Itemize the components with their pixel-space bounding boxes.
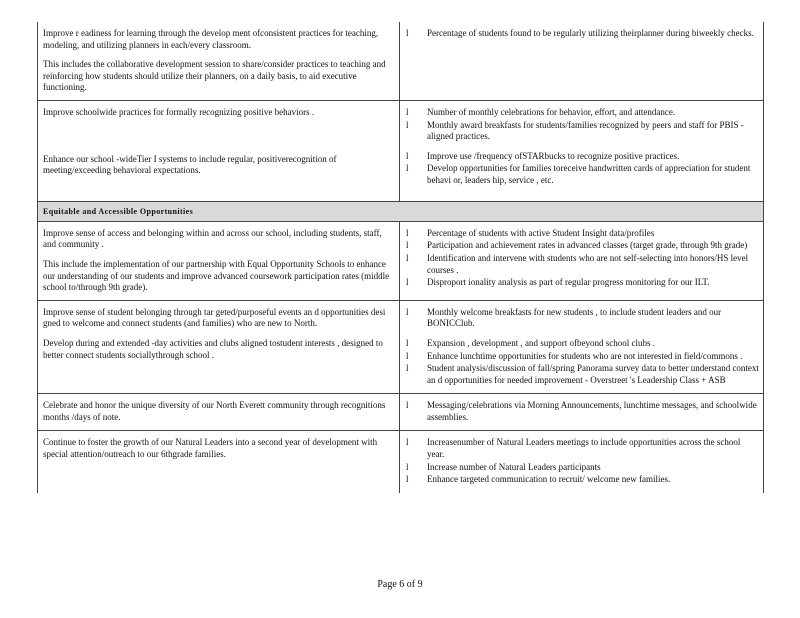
plan-table [37,22,764,493]
goal-text: Improve sense of access and belonging within and across our school, including students, staff, and community . [43,227,382,250]
goal-text: Enhance our school -wideTier I systems to include regular, positiverecognition of meeting/exceeding behavioral expectations. [43,153,337,176]
goal-cell [38,222,400,300]
measure-text: Student analysis/discussion of fall/spring Panorama survey data to better understand context an d opportunities for needed improvement - Overstreet 's Leadership Class + ASB [427,363,759,385]
measure-text: Messaging/celebrations via Morning Announcements, lunchtime messages, and schoolwide assemblies. [427,400,757,422]
measure-text: Participation and achievement rates in advanced classes (target grade, through 9th grade) [427,240,748,251]
section-header: Equitable and Accessible Opportunities [38,202,763,222]
table-row [38,22,763,101]
measure-text: Increasenumber of Natural Leaders meetings to include opportunities across the school year. [427,437,741,460]
bullet-icon: l [406,277,409,288]
list-item [406,363,759,386]
goal-text: Celebrate and honor the unique diversity of our North Everett community through recognitions months /days of note. [43,400,386,422]
measure-text: Enhance targeted communication to recruit/ welcome new families. [427,474,671,485]
goal-cell [38,301,400,394]
list-item [406,437,759,460]
bullet-icon: l [406,227,409,238]
measure-text: Percentage of students found to be regularly utilizing theirplanner during biweekly checks. [427,28,754,38]
measure-cell [400,22,763,100]
bullet-icon: l [406,252,409,263]
measure-text: Monthly welcome breakfasts for new students , to include student leaders and our BONICClub. [427,306,722,329]
list-item [406,338,759,350]
list-item [406,228,759,240]
goal-cell [38,431,400,492]
goal-text: Develop during and extended -day activities and clubs aligned tostudent interests , designed to better connect students sociallythrough school . [43,337,383,360]
bullet-icon: l [406,106,409,117]
list-item [406,28,759,40]
page-number: Page 6 of 9 [377,579,423,590]
goal-text: Improve r eadiness for learning through the develop ment ofconsistent practices for teaching, modeling, and utilizing planners in each/every classroom. [43,28,379,50]
measure-cell [400,394,763,430]
goal-text: This includes the collaborative development session to share/consider practices to teaching and reinforcing how students should utilize their planners, on a daily basis, to aid executive functioning. [43,59,386,93]
bullet-icon: l [406,461,409,472]
bullet-icon: l [406,350,409,361]
measure-cell [400,301,763,394]
goal-text: This include the implementation of our partnership with Equal Opportunity Schools to enhance our understanding of our students and improve advanced coursework participation rates (middle school to/through 9th grade). [43,258,390,293]
measure-text: Number of monthly celebrations for behavior, effort, and attendance. [427,106,676,117]
bullet-icon: l [406,240,409,251]
table-row [38,301,763,395]
list-item [406,307,759,330]
measure-cell [400,431,763,492]
bullet-icon: l [406,363,409,374]
goal-text: Continue to foster the growth of our Natural Leaders into a second year of development with special attention/outreach to our 6thgrade families. [43,437,378,460]
measure-text: Improve use /frequency ofSTARbucks to recognize positive practices. [427,150,680,161]
list-item [406,107,759,119]
list-item [406,400,759,423]
list-item [406,151,759,163]
measure-text: Develop opportunities for families toreceive handwritten cards of appreciation for student behavi or, leaders hip, service , etc. [427,163,751,185]
list-item [406,120,759,143]
bullet-icon: l [406,400,409,411]
list-item [406,240,759,252]
bullet-icon: l [406,119,409,130]
goal-text: Improve sense of student belonging through tar geted/purposeful events an d opportunities desi gned to welcome and connect students (and families) who are new to North. [43,306,386,329]
measure-text: Identification and intervene with students who are not self-selecting into honors/HS level courses . [427,252,749,275]
goal-cell [38,394,400,430]
bullet-icon: l [406,306,409,317]
measure-text: Increase number of Natural Leaders participants [427,461,601,472]
list-item [406,462,759,474]
list-item [406,253,759,276]
measure-text: Enhance lunchtime opportunities for students who are not interested in field/commons . [427,350,743,361]
list-item [406,277,759,289]
measure-cell [400,101,763,201]
table-row [38,101,763,202]
bullet-icon: l [406,163,409,174]
table-row [38,222,763,301]
table-row [38,394,763,431]
measure-text: Disproport ionality analysis as part of regular progress monitoring for our ILT. [427,277,710,288]
list-item [406,474,759,486]
list-item [406,163,759,186]
measure-text: Percentage of students with active Student Insight data/profiles [427,227,655,238]
goal-text: Improve schoolwide practices for formally recognizing positive behaviors . [43,106,315,117]
measure-cell [400,222,763,300]
table-row [38,431,763,492]
goal-cell [38,22,400,100]
measure-text: Monthly award breakfasts for students/families recognized by peers and staff for PBIS - aligned practices. [427,119,744,142]
bullet-icon: l [406,337,409,348]
bullet-icon: l [406,474,409,485]
bullet-icon: l [406,437,409,448]
bullet-icon: l [406,150,409,161]
goal-cell [38,101,400,201]
bullet-icon: l [406,28,409,38]
measure-text: Expansion , development , and support ofbeyond school clubs . [427,337,655,348]
list-item [406,351,759,363]
